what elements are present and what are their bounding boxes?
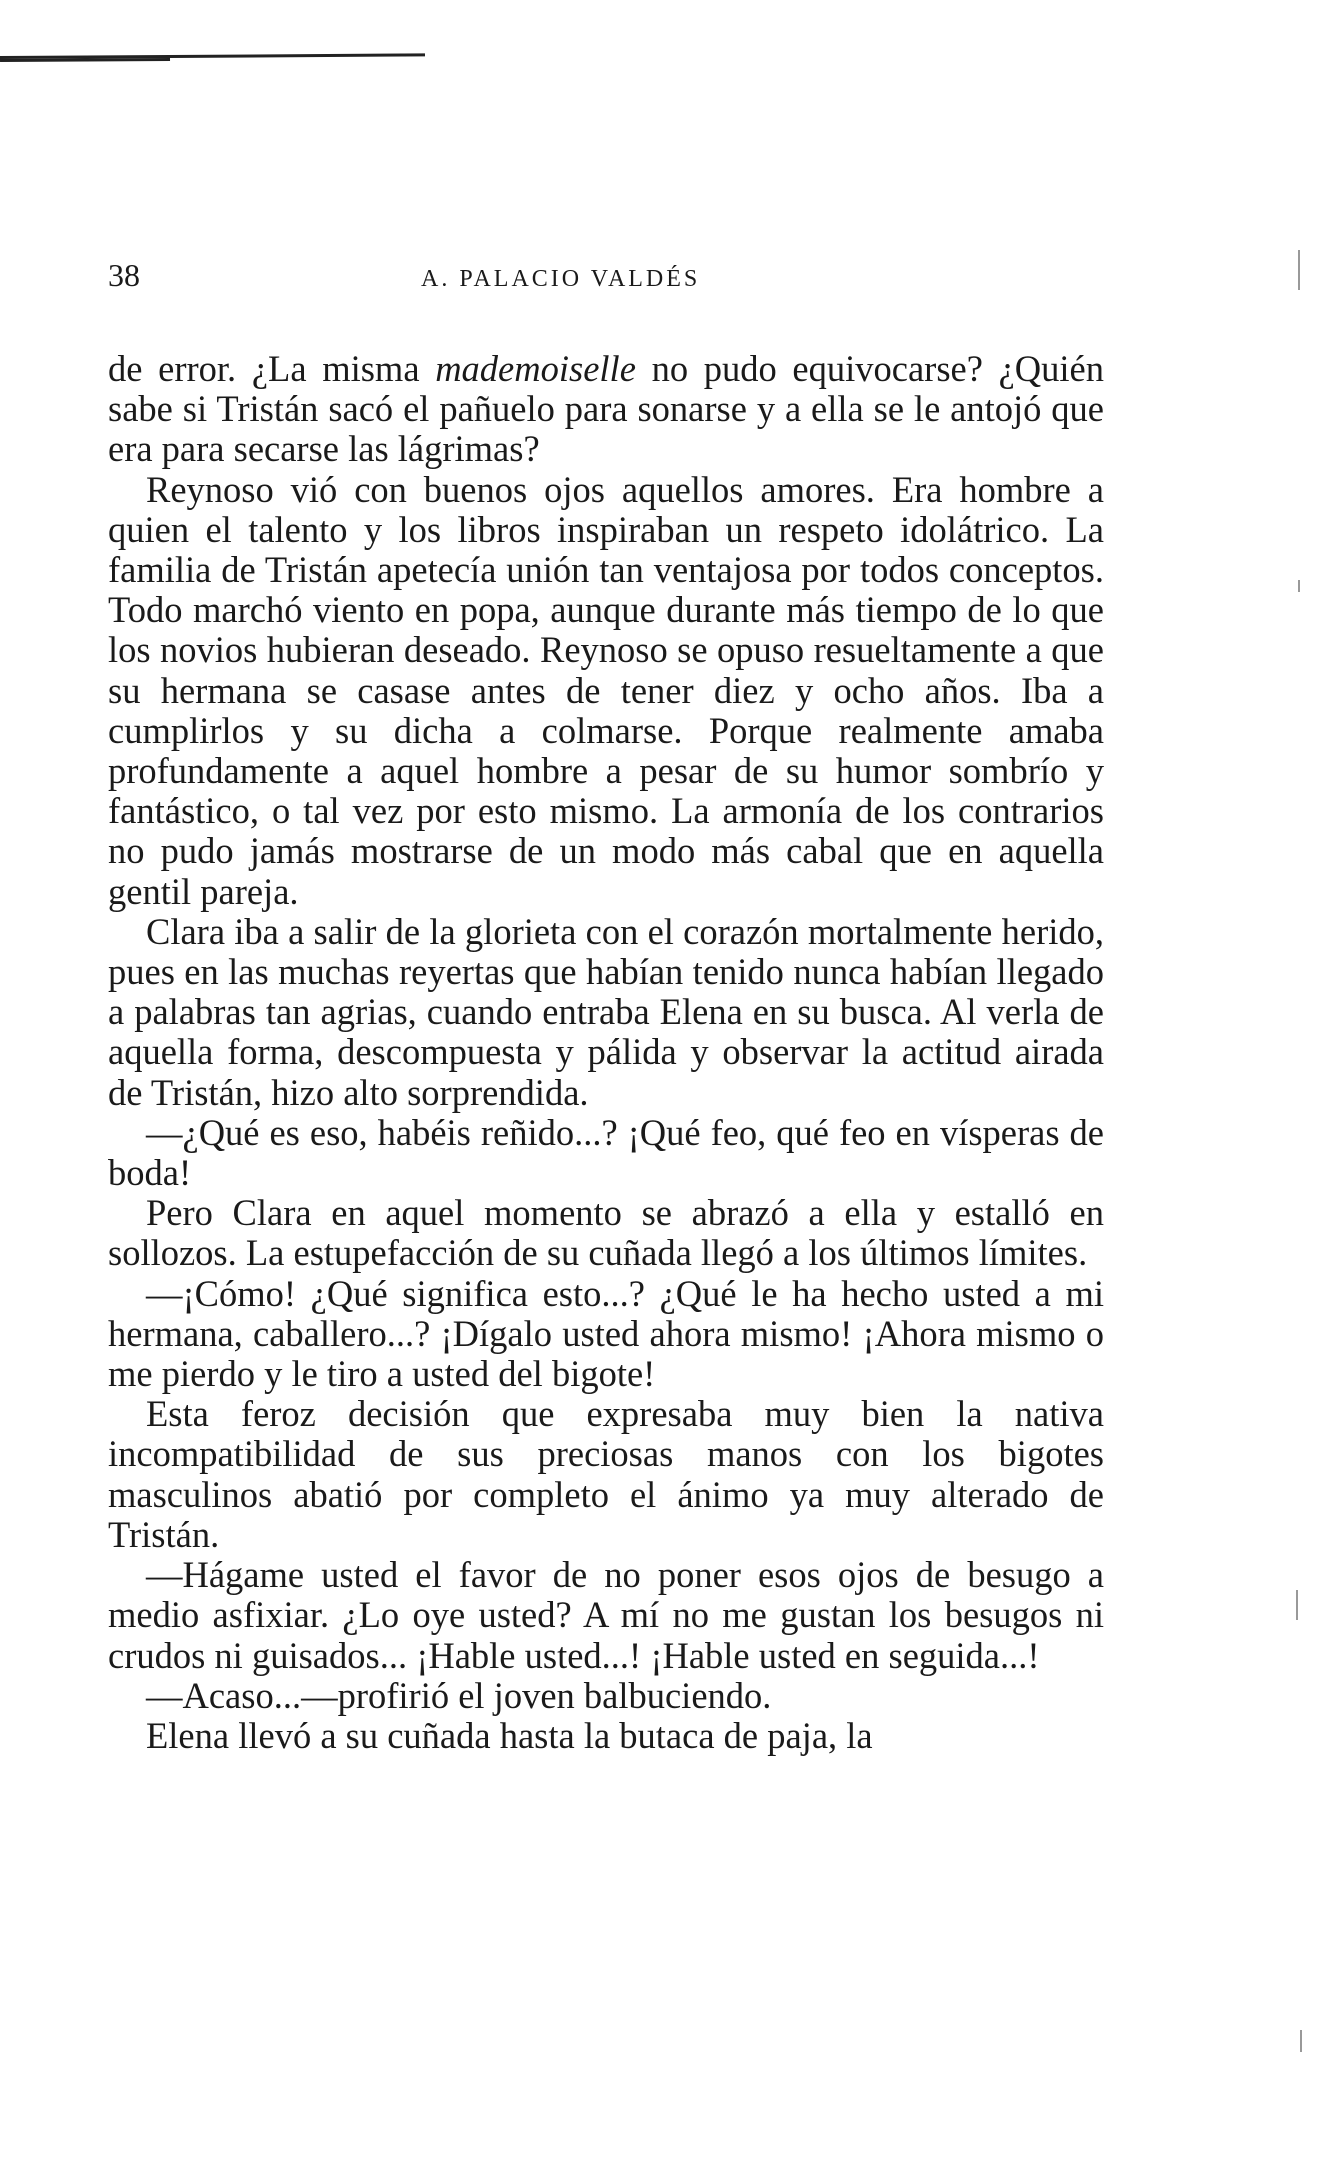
paragraph-6: —¡Cómo! ¿Qué significa esto...? ¿Qué le ha hecho usted a mi hermana, caballero...? ¡Dígalo usted ahora mismo! ¡Ahora mismo o me pierdo y le tiro a usted del bigote! (108, 1272, 1104, 1395)
paragraph-5: Pero Clara en aquel momento se abrazó a ella y estalló en sollozos. La estupefacción de su cuñada llegó a los últimos límites. (108, 1192, 1104, 1274)
paragraph-3: Clara iba a salir de la glorieta con el corazón mortalmente herido, pues en las muchas reyertas que habían tenido nunca habían llegado a palabras tan agrias, cuando entraba Elena en su busca. Al verla de aquella forma, descompuesta y pálida y observar la actitud airada de Tristán, hizo alto sorprendida. (108, 910, 1104, 1113)
paragraph-1-end: no pudo equivocarse? ¿Quién sabe si Tristán sacó el pañuelo para sonarse y a ella se le antojó que era para secarse las lágrimas? (108, 348, 1104, 470)
paragraph-1-start: de error. ¿La misma (108, 348, 436, 389)
body-text (108, 349, 1104, 1756)
top-rule (0, 53, 425, 59)
paragraph-10: Elena llevó a su cuñada hasta la butaca de paja, la (146, 1714, 873, 1756)
paragraph-2: Reynoso vió con buenos ojos aquellos amores. Era hombre a quien el talento y los libros inspiraban un respeto idolátrico. La familia de Tristán apetecía unión tan ventajosa por todos conceptos. Todo marchó viento en popa, aunque durante más tiempo de lo que los novios hubieran deseado. Reynoso se opuso resueltamente a que su hermana se casase antes de tener diez y ocho años. Iba a cumplirlos y su dicha a colmarse. Porque realmente amaba profundamente a aquel hombre a pesar de su humor sombrío y fantástico, o tal vez por esto mismo. La armonía de los contrarios no pudo jamás mostrarse de un modo más cabal que en aquella gentil pareja. (108, 468, 1104, 912)
page-header (108, 250, 1108, 300)
paragraph-7: Esta feroz decisión que expresaba muy bien la nativa incompatibilidad de sus preciosas manos con los bigotes masculinos abatió por completo el ánimo ya muy alterado de Tristán. (108, 1393, 1104, 1555)
paragraph-4: —¿Qué es eso, habéis reñido...? ¡Qué feo, qué feo en vísperas de boda! (108, 1111, 1104, 1194)
paragraph-9: —Acaso...—profirió el joven balbuciendo. (146, 1674, 772, 1716)
running-head: A. PALACIO VALDÉS (421, 266, 701, 292)
italic-term: mademoiselle (435, 348, 636, 389)
paragraph-1 (108, 349, 1104, 470)
paragraph-8: —Hágame usted el favor de no poner esos ojos de besugo a medio asfixiar. ¿Lo oye usted? A mí no me gustan los besugos ni crudos ni guisados... ¡Hable usted...! ¡Hable usted en seguida...! (108, 1554, 1104, 1676)
page-number: 38 (108, 257, 140, 293)
